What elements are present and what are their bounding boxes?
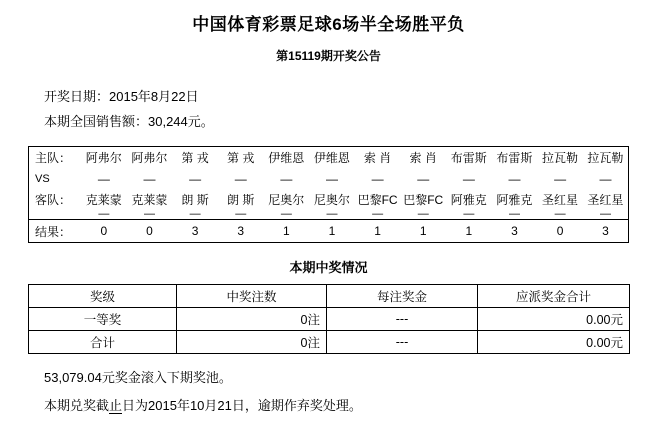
separator-6: — <box>326 208 338 220</box>
result-10: 3 <box>492 220 538 243</box>
away-team-10: 阿雅克 <box>496 193 533 207</box>
away-team-9: 阿雅克 <box>450 193 487 207</box>
result-6: 1 <box>309 220 355 243</box>
separator-4: — <box>235 208 247 220</box>
result-2: 0 <box>127 220 173 243</box>
table-row-home <box>29 147 629 169</box>
result-1: 0 <box>81 220 127 243</box>
separator-2: — <box>143 208 155 220</box>
separator-10: — <box>508 208 520 220</box>
vs-mark-9: — <box>462 171 475 186</box>
away-team-11: 圣红星 <box>542 193 579 207</box>
separator-12: — <box>599 208 611 220</box>
away-team-3: 朗 斯 <box>181 193 209 207</box>
deadline-underlined: 止 <box>109 398 123 413</box>
match-table-wrapper <box>28 146 629 243</box>
away-team-5: 尼奥尔 <box>268 193 305 207</box>
home-team-4: 第 戎 <box>227 151 255 165</box>
result-7: 1 <box>355 220 401 243</box>
vs-mark-8: — <box>417 171 430 186</box>
prize-total-2: 0.00元 <box>478 331 630 354</box>
page-subtitle: 第15119期开奖公告 <box>276 49 381 63</box>
separator-label <box>29 210 82 220</box>
result-5: 1 <box>264 220 310 243</box>
result-4: 3 <box>218 220 264 243</box>
prize-per-1: --- <box>327 308 478 331</box>
away-team-1: 克莱蒙 <box>85 193 122 207</box>
draw-date-line: 开奖日期：2015年8月22日 <box>44 89 199 104</box>
vs-mark-5: — <box>280 171 293 186</box>
row-label-result: 结果： <box>29 220 82 243</box>
vs-mark-2: — <box>143 171 156 186</box>
result-11: 0 <box>537 220 583 243</box>
home-team-10: 布雷斯 <box>496 151 533 165</box>
prize-per-2: --- <box>327 331 478 354</box>
prize-header-total: 应派奖金合计 <box>478 285 630 308</box>
deadline-prefix: 本期兑奖截 <box>44 398 110 413</box>
prize-header-level: 奖级 <box>29 285 177 308</box>
deadline-suffix: 日为2015年10月21日，逾期作弃奖处理。 <box>122 398 362 413</box>
prize-section-title: 本期中奖情况 <box>289 260 368 275</box>
separator-1: — <box>98 208 110 220</box>
vs-mark-10: — <box>508 171 521 186</box>
away-team-6: 尼奥尔 <box>313 193 350 207</box>
prize-total-1: 0.00元 <box>478 308 630 331</box>
table-row <box>29 331 630 354</box>
rollover-line: 53,079.04元奖金滚入下期奖池。 <box>44 370 232 385</box>
separator-11: — <box>554 208 566 220</box>
home-team-1: 阿弗尔 <box>85 151 122 165</box>
prize-level-2: 合计 <box>29 331 177 354</box>
prize-header-count: 中奖注数 <box>177 285 327 308</box>
table-row-separator <box>29 210 629 220</box>
home-team-9: 布雷斯 <box>450 151 487 165</box>
page-title: 中国体育彩票足球6场半全场胜平负 <box>192 15 465 34</box>
away-team-12: 圣红星 <box>587 193 624 207</box>
home-team-6: 伊维恩 <box>313 151 350 165</box>
prize-table <box>28 284 630 354</box>
table-row-result <box>29 220 629 243</box>
result-12: 3 <box>583 220 629 243</box>
vs-mark-3: — <box>189 171 202 186</box>
deadline-line <box>44 392 657 420</box>
separator-8: — <box>417 208 429 220</box>
home-team-7: 索 肖 <box>363 151 392 165</box>
away-team-7: 巴黎FC <box>357 193 398 207</box>
separator-7: — <box>372 208 384 220</box>
home-team-12: 拉瓦勒 <box>587 151 624 165</box>
home-team-3: 第 戎 <box>181 151 209 165</box>
row-label-vs: VS <box>35 172 50 185</box>
table-row-vs <box>29 168 629 189</box>
home-team-11: 拉瓦勒 <box>542 151 579 165</box>
vs-mark-11: — <box>554 171 567 186</box>
home-team-2: 阿弗尔 <box>131 151 168 165</box>
vs-mark-12: — <box>599 171 612 186</box>
away-team-8: 巴黎FC <box>403 193 444 207</box>
info-block <box>44 84 657 134</box>
sales-amount-line: 本期全国销售额：30,244元。 <box>44 114 214 129</box>
table-row-away <box>29 189 629 210</box>
vs-mark-4: — <box>234 171 247 186</box>
result-8: 1 <box>400 220 446 243</box>
table-row <box>29 308 630 331</box>
away-team-4: 朗 斯 <box>227 193 255 207</box>
separator-5: — <box>280 208 292 220</box>
announcement-page <box>0 10 657 441</box>
prize-count-2: 0注 <box>177 331 327 354</box>
separator-9: — <box>463 208 475 220</box>
prize-table-wrapper <box>28 284 657 354</box>
result-9: 1 <box>446 220 492 243</box>
prize-header-per: 每注奖金 <box>327 285 478 308</box>
result-3: 3 <box>172 220 218 243</box>
row-label-away: 客队： <box>35 193 72 207</box>
vs-mark-7: — <box>371 171 384 186</box>
footer-notes <box>44 364 657 420</box>
prize-count-1: 0注 <box>177 308 327 331</box>
home-team-8: 索 肖 <box>409 151 437 165</box>
vs-mark-6: — <box>325 171 338 186</box>
row-label-home: 主队： <box>35 151 72 165</box>
match-table <box>28 146 629 243</box>
vs-mark-1: — <box>97 171 110 186</box>
away-team-2: 克莱蒙 <box>131 193 168 207</box>
prize-level-1: 一等奖 <box>29 308 177 331</box>
separator-3: — <box>189 208 201 220</box>
prize-header-row <box>29 285 630 308</box>
home-team-5: 伊维恩 <box>268 151 305 165</box>
